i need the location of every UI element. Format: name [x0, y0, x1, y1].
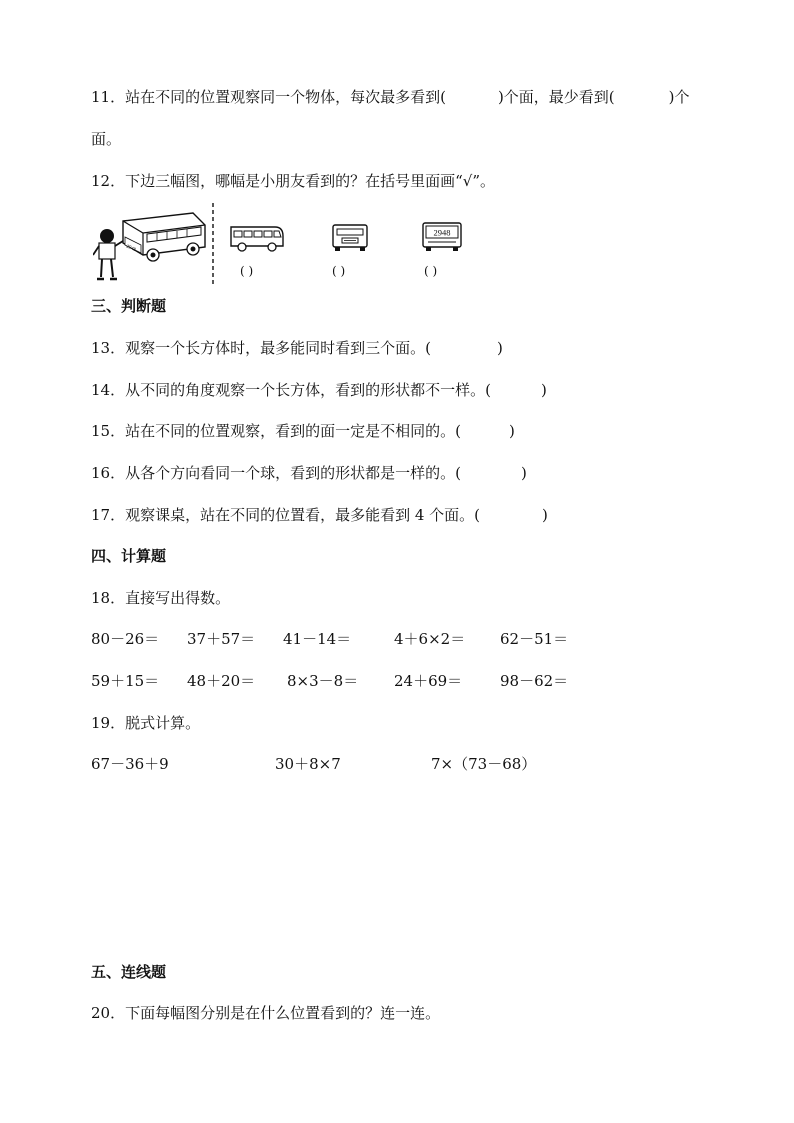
calc-item[interactable]: 37＋57＝ — [187, 630, 256, 648]
plate-number-text: 2948 — [433, 227, 451, 238]
bus-side-view-icon — [229, 222, 285, 254]
calc-item[interactable]: 48＋20＝ — [187, 672, 256, 690]
calc-item[interactable]: 8×3－8＝ — [287, 672, 359, 690]
question-14 — [91, 380, 547, 400]
child-viewing-bus-figure — [93, 203, 213, 286]
calc-item[interactable]: 59＋15＝ — [91, 672, 160, 690]
q11-part3: )个 — [668, 88, 690, 106]
answer-paren-b[interactable]: ( ) — [332, 264, 346, 278]
answer-paren-c[interactable]: ( ) — [424, 264, 438, 278]
calc-item[interactable]: 24＋69＝ — [394, 672, 463, 690]
calc-item[interactable]: 80－26＝ — [91, 630, 160, 648]
question-11-continued: 面。 — [91, 130, 122, 148]
q11-part2: )个面，最少看到( — [497, 88, 615, 106]
calc-item[interactable]: 62－51＝ — [500, 630, 569, 648]
question-13-text: 13．观察一个长方体时，最多能同时看到三个面。( — [91, 339, 431, 357]
calc-item[interactable]: 41－14＝ — [283, 630, 352, 648]
section-3-heading: 三、判断题 — [91, 297, 167, 315]
question-17-close: ) — [542, 506, 548, 524]
stepwise-calc-item[interactable]: 7×（73－68） — [431, 755, 537, 773]
question-17 — [91, 505, 548, 525]
question-16-text: 16．从各个方向看同一个球，看到的形状都是一样的。( — [91, 464, 461, 482]
bus-plate-number: 2948 — [125, 244, 137, 254]
question-15 — [91, 421, 515, 441]
figure-divider — [211, 203, 215, 285]
question-11 — [91, 87, 690, 107]
question-15-text: 15．站在不同的位置观察，看到的面一定是不相同的。( — [91, 422, 461, 440]
question-13-close: ) — [496, 339, 503, 357]
question-18: 18．直接写出得数。 — [91, 589, 231, 607]
section-4-heading: 四、计算题 — [91, 547, 167, 565]
question-16-close: ) — [520, 464, 527, 482]
bus-back-view-icon — [420, 220, 464, 254]
question-14-close: ) — [540, 381, 547, 399]
question-13 — [91, 338, 503, 358]
question-14-text: 14．从不同的角度观察一个长方体，看到的形状都不一样。( — [91, 381, 491, 399]
calc-item[interactable]: 98－62＝ — [500, 672, 569, 690]
answer-paren-a[interactable]: ( ) — [240, 264, 254, 278]
bus-front-view-icon — [330, 222, 370, 254]
q11-part1: 11．站在不同的位置观察同一个物体，每次最多看到( — [91, 88, 446, 106]
calc-item[interactable]: 4＋6×2＝ — [394, 630, 466, 648]
question-12: 12．下边三幅图，哪幅是小朋友看到的？在括号里面画“√”。 — [91, 172, 495, 190]
question-17-text: 17．观察课桌，站在不同的位置看，最多能看到 4 个面。( — [91, 506, 481, 524]
question-20: 20．下面每幅图分别是在什么位置看到的？连一连。 — [91, 1004, 441, 1022]
question-19: 19．脱式计算。 — [91, 714, 201, 732]
stepwise-calc-item[interactable]: 67－36＋9 — [91, 755, 169, 773]
section-5-heading: 五、连线题 — [91, 963, 167, 981]
stepwise-calc-item[interactable]: 30＋8×7 — [275, 755, 341, 773]
question-15-close: ) — [508, 422, 515, 440]
question-16 — [91, 463, 527, 483]
